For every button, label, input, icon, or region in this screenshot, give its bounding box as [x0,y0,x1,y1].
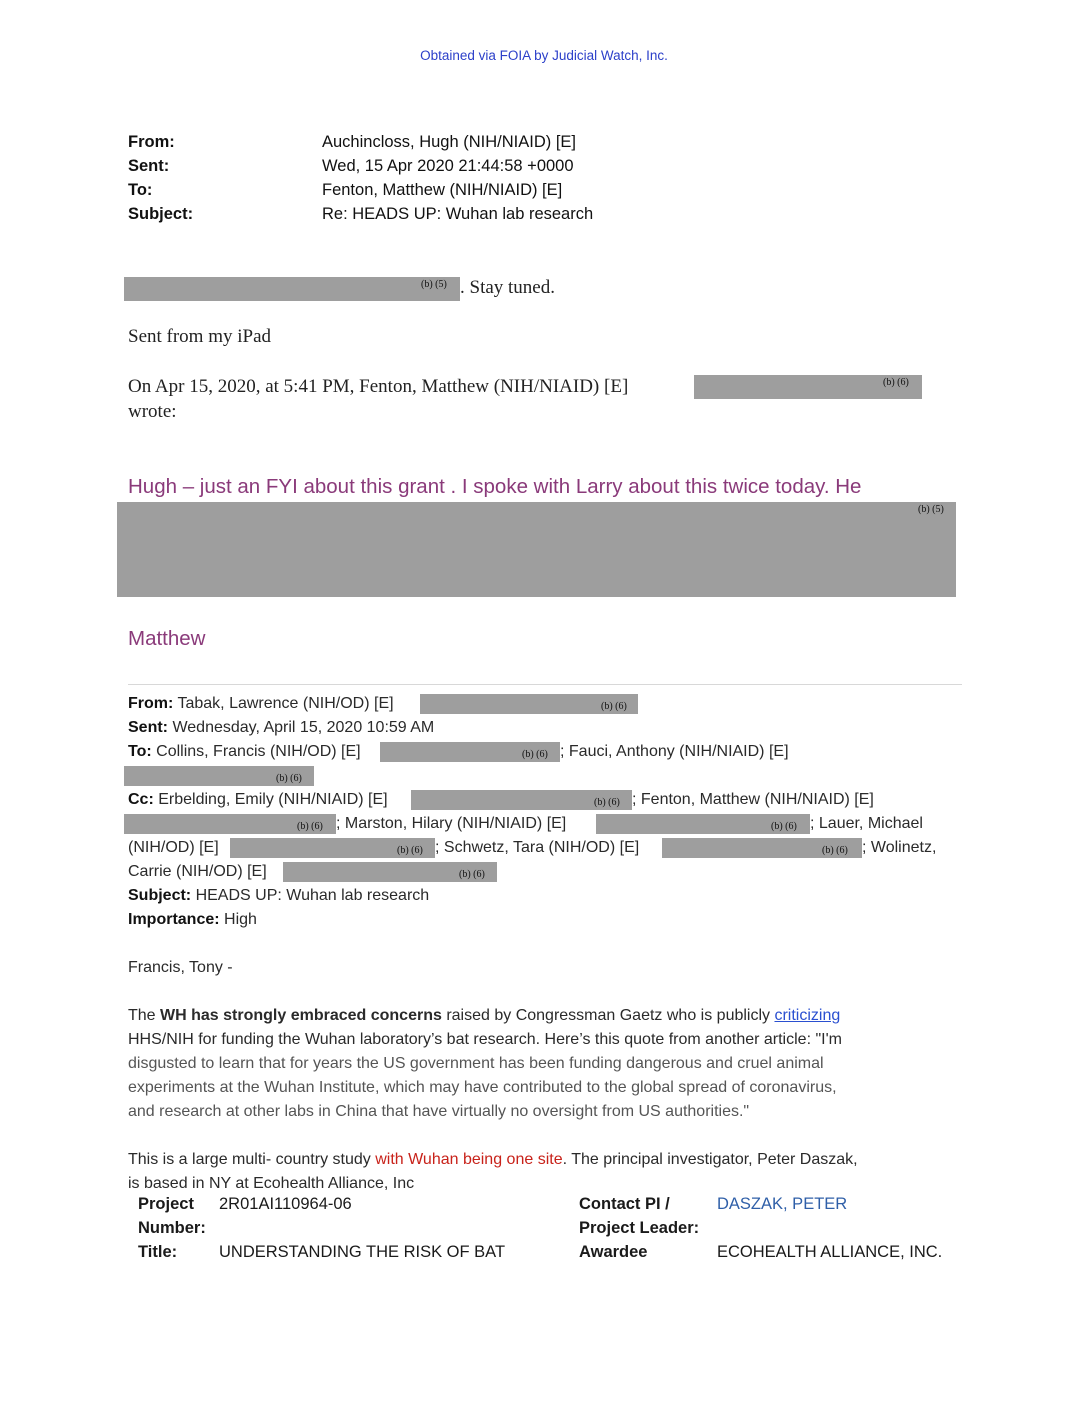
divider [128,684,962,685]
fwd-cc-line: Cc: Erbelding, Emily (NIH/NIAID) [E] [128,791,388,808]
paragraph-2-line-2: is based in NY at Ecohealth Alliance, Inc [128,1175,415,1192]
redaction-code: (b) (6) [276,773,302,784]
paragraph-1-line-4: experiments at the Wuhan Institute, which may have contributed to the global spread of coronavirus, [128,1079,837,1096]
redaction-code: (b) (5) [918,504,944,515]
redaction-code: (b) (6) [822,845,848,856]
awardee-value: ECOHEALTH ALLIANCE, INC. [717,1243,943,1261]
redaction-code: (b) (6) [397,845,423,856]
redaction-code: (b) (6) [883,377,909,388]
paragraph-1-line-2: HHS/NIH for funding the Wuhan laboratory’s bat research. Here’s this quote from another article: "I'm [128,1031,842,1048]
stay-tuned-text: . Stay tuned. [460,277,555,298]
quote-header-wrote: wrote: [128,401,177,422]
from-value: Auchincloss, Hugh (NIH/NIAID) [E] [322,133,576,151]
fwd-cc-line-6: ; Schwetz, Tara (NIH/OD) [E] [435,839,640,856]
quote-header: On Apr 15, 2020, at 5:41 PM, Fenton, Matthew (NIH/NIAID) [E] [128,376,629,397]
title-value: UNDERSTANDING THE RISK OF BAT [219,1243,506,1261]
sent-label: Sent: [128,157,170,175]
paragraph-1-line-1: The WH has strongly embraced concerns raised by Congressman Gaetz who is publicly criticizing [128,1007,841,1024]
foia-watermark: Obtained via FOIA by Judicial Watch, Inc. [420,48,668,63]
title-label: Title: [138,1243,178,1261]
paragraph-1-line-5: and research at other labs in China that have virtually no oversight from US authorities." [128,1103,750,1120]
signature-matthew: Matthew [128,627,206,650]
redaction-code: (b) (6) [594,797,620,808]
fwd-cc-line-8: Carrie (NIH/OD) [E] [128,863,267,880]
fwd-cc-line-3: ; Marston, Hilary (NIH/NIAID) [E] [336,815,567,832]
from-label: From: [128,133,175,151]
greeting: Francis, Tony - [128,959,233,976]
subject-value: Re: HEADS UP: Wuhan lab research [322,205,594,223]
awardee-label: Awardee [579,1243,648,1261]
paragraph-2-line-1: This is a large multi- country study with Wuhan being one site. The principal investigator, Peter Daszak, [128,1151,858,1168]
redaction-box [124,277,460,301]
redaction-code: (b) (6) [601,701,627,712]
paragraph-1-line-3: disgusted to learn that for years the US government has been funding dangerous and cruel animal [128,1055,824,1072]
redaction-code: (b) (6) [771,821,797,832]
contact-pi-label: Contact PI / [579,1195,670,1213]
fwd-cc-line-2: ; Fenton, Matthew (NIH/NIAID) [E] [632,791,874,808]
criticizing-link[interactable]: criticizing [774,1007,841,1024]
fwd-sent-line: Sent: Wednesday, April 15, 2020 10:59 AM [128,719,435,736]
fwd-from-line: From: Tabak, Lawrence (NIH/OD) [E] [128,695,394,712]
contact-pi-label-2: Project Leader: [579,1219,700,1237]
redaction-code: (b) (6) [297,821,323,832]
sent-from-ipad: Sent from my iPad [128,326,272,347]
fwd-cc-line-7: ; Wolinetz, [862,839,937,856]
sent-value: Wed, 15 Apr 2020 21:44:58 +0000 [322,157,574,175]
redaction-box [117,502,956,597]
subject-label: Subject: [128,205,194,223]
redaction-code: (b) (6) [459,869,485,880]
fwd-subject-line: Subject: HEADS UP: Wuhan lab research [128,887,430,904]
fwd-to-line: To: Collins, Francis (NIH/OD) [E] [128,743,361,760]
fwd-cc-line-4: ; Lauer, Michael [810,815,923,832]
redaction-code: (b) (6) [522,749,548,760]
project-number-value: 2R01AI110964-06 [219,1195,352,1213]
to-value: Fenton, Matthew (NIH/NIAID) [E] [322,181,563,199]
to-label: To: [128,181,153,199]
fwd-cc-line-5: (NIH/OD) [E] [128,839,219,856]
redaction-code: (b) (5) [421,279,447,290]
contact-pi-value: DASZAK, PETER [717,1195,848,1213]
project-number-label-2: Number: [138,1219,206,1237]
project-number-label: Project [138,1195,194,1213]
fwd-to-line-2: ; Fauci, Anthony (NIH/NIAID) [E] [560,743,789,760]
quoted-message-line: Hugh – just an FYI about this grant . I spoke with Larry about this twice today. He [128,475,862,498]
fwd-importance-line: Importance: High [128,911,257,928]
